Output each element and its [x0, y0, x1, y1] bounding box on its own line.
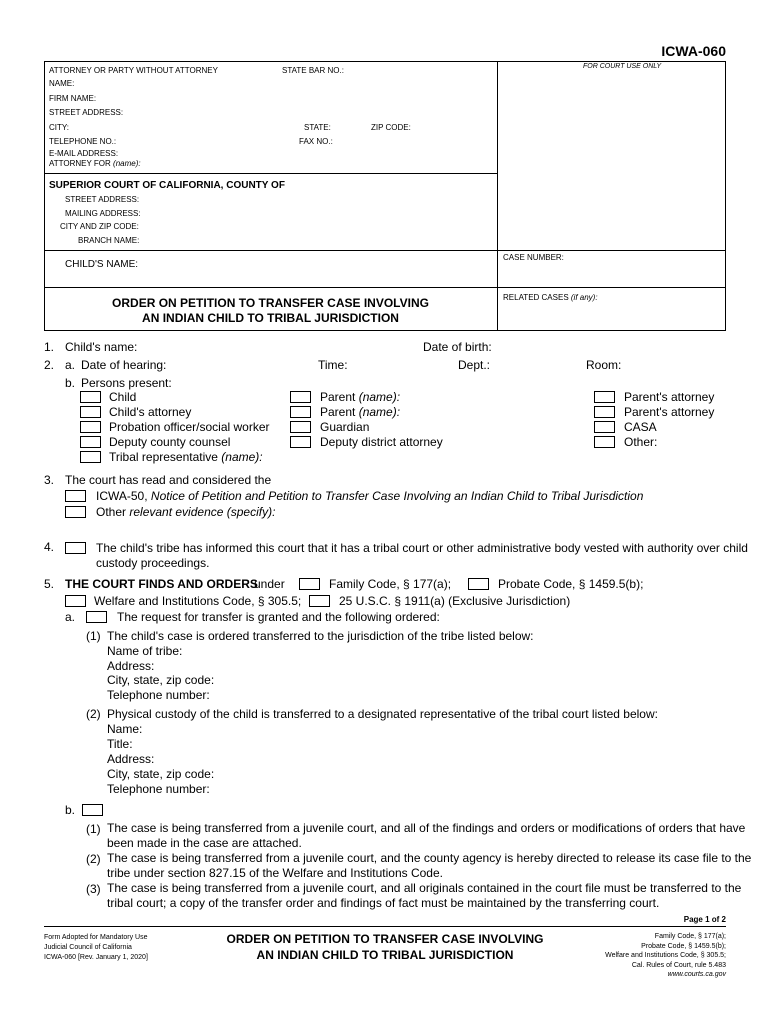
date-of-birth-input[interactable]: Date of birth:: [423, 340, 492, 354]
form-title-line1: ORDER ON PETITION TO TRANSFER CASE INVOLVING: [112, 296, 429, 310]
label-family-code: Family Code, § 177(a);: [329, 577, 452, 591]
item-1-number: 1.: [44, 340, 55, 354]
city-field[interactable]: CITY:: [49, 123, 70, 132]
hearing-time-input[interactable]: Time:: [318, 358, 348, 372]
item-5b3-line1: The case is being transferred from a juvenile court, and all originals contained in the court file must be transferred to the: [107, 881, 742, 895]
footer-welfare-code: Welfare and Institutions Code, § 305.5;: [605, 952, 726, 959]
telephone-field[interactable]: TELEPHONE NO.:: [49, 137, 117, 146]
checkbox-parents-attorney-2[interactable]: [594, 406, 615, 418]
item-5b2-text: [107, 851, 751, 881]
checkbox-probate-code[interactable]: [468, 578, 489, 590]
label-other: Other:: [624, 435, 658, 449]
form-title-line2: AN INDIAN CHILD TO TRIBAL JURISDICTION: [142, 311, 399, 325]
parent-2-name-hint: (name):: [358, 405, 401, 419]
state-field[interactable]: STATE:: [304, 123, 331, 132]
caption-divider: [497, 61, 498, 331]
court-use-label: FOR COURT USE ONLY: [583, 63, 662, 70]
child-name-input[interactable]: Child's name:: [65, 340, 138, 354]
item-4-text: [96, 541, 748, 571]
checkbox-other-evidence[interactable]: [65, 506, 86, 518]
rep-name-input[interactable]: Name:: [107, 722, 143, 736]
checkbox-probation-officer[interactable]: [80, 421, 101, 433]
footer-adopted: Form Adopted for Mandatory Use: [44, 934, 148, 941]
item-5b1-number: (1): [86, 822, 101, 836]
parent-1-name-hint: (name):: [358, 390, 401, 404]
rep-telephone-input[interactable]: Telephone number:: [107, 782, 210, 796]
tribal-rep-name-hint: (name):: [221, 450, 263, 464]
attorney-for-name-hint: (name):: [113, 159, 141, 168]
branch-name-field[interactable]: BRANCH NAME:: [78, 236, 140, 245]
case-number-field[interactable]: CASE NUMBER:: [503, 253, 564, 262]
zip-field[interactable]: ZIP CODE:: [371, 123, 411, 132]
checkbox-tribal-representative[interactable]: [80, 451, 101, 463]
form-title: [44, 296, 497, 326]
item-5b2-line1: The case is being transferred from a juvenile court, and the county agency is hereby directed to release its case file to the: [107, 851, 752, 865]
other-evidence-prefix: Other: [96, 505, 127, 519]
label-icwa-50: [96, 489, 643, 503]
checkbox-child[interactable]: [80, 391, 101, 403]
persons-present-label: Persons present:: [81, 376, 172, 390]
item-5b3-number: (3): [86, 882, 101, 896]
icwa-50-prefix: ICWA-50,: [96, 489, 148, 503]
footer-title-line1: ORDER ON PETITION TO TRANSFER CASE INVOLVING: [226, 932, 544, 946]
city-zip-field[interactable]: CITY AND ZIP CODE:: [60, 222, 139, 231]
label-casa: CASA: [624, 420, 657, 434]
child-name-field[interactable]: CHILD'S NAME:: [65, 259, 139, 270]
checkbox-item-4[interactable]: [65, 542, 86, 554]
item-2b-letter: b.: [65, 376, 76, 390]
item-5b1-line2: been made in the case are attached.: [107, 836, 302, 850]
item-5b2-number: (2): [86, 852, 101, 866]
item-5b1-line1: The case is being transferred from a juvenile court, and all of the findings and orders or modifications of orders that have: [107, 821, 746, 835]
label-deputy-county-counsel: Deputy county counsel: [109, 435, 231, 449]
checkbox-guardian[interactable]: [290, 421, 311, 433]
item-5b1-text: [107, 821, 745, 851]
label-deputy-district-attorney: Deputy district attorney: [320, 435, 443, 449]
other-evidence-rest: relevant evidence (specify):: [129, 505, 276, 519]
label-child: Child: [109, 390, 137, 404]
item-2-number: 2.: [44, 358, 55, 372]
checkbox-other[interactable]: [594, 436, 615, 448]
checkbox-parents-attorney-1[interactable]: [594, 391, 615, 403]
item-5-number: 5.: [44, 577, 55, 591]
label-childs-attorney: Child's attorney: [109, 405, 192, 419]
checkbox-usc[interactable]: [309, 595, 330, 607]
tribe-city-input[interactable]: City, state, zip code:: [107, 673, 215, 688]
item-4-line2: custody proceedings.: [96, 556, 210, 570]
footer-left: [44, 933, 148, 963]
hearing-room-input[interactable]: Room:: [586, 358, 622, 372]
label-parents-attorney-2: Parent's attorney: [624, 405, 715, 419]
item-5a1-fields: [107, 644, 214, 703]
item-4-line1: The child's tribe has informed this court that it has a tribal court or other administrative body vested with authority over child: [96, 541, 748, 555]
email-field[interactable]: E-MAIL ADDRESS:: [49, 149, 119, 158]
checkbox-childs-attorney[interactable]: [80, 406, 101, 418]
item-5a-letter: a.: [65, 610, 76, 624]
state-bar-label: STATE BAR NO.:: [282, 66, 344, 75]
footer-title: [200, 931, 570, 963]
label-welfare-code: Welfare and Institutions Code, § 305.5;: [94, 594, 302, 608]
checkbox-deputy-district-attorney[interactable]: [290, 436, 311, 448]
item-5-under: under: [254, 577, 285, 591]
tribal-rep-text: Tribal representative: [109, 450, 218, 464]
item-4-number: 4.: [44, 540, 55, 554]
label-tribal-representative: [109, 450, 263, 464]
label-parent-1: [320, 390, 400, 404]
label-usc: 25 U.S.C. § 1911(a) (Exclusive Jurisdiction): [339, 594, 571, 608]
fax-field[interactable]: FAX NO.:: [299, 137, 333, 146]
mailing-address-field[interactable]: MAILING ADDRESS:: [65, 209, 141, 218]
tribe-telephone-input[interactable]: Telephone number:: [107, 688, 210, 703]
firm-name-field[interactable]: FIRM NAME:: [49, 94, 97, 103]
item-5a1-number: (1): [86, 629, 101, 643]
attorney-for-label: ATTORNEY FOR: [49, 159, 111, 168]
tribe-address-input[interactable]: Address:: [107, 658, 155, 673]
name-field[interactable]: NAME:: [49, 79, 75, 88]
checkbox-5a[interactable]: [86, 611, 107, 623]
label-other-evidence: [96, 505, 275, 519]
checkbox-parent-1[interactable]: [290, 391, 311, 403]
footer-website-link[interactable]: www.courts.ca.gov: [667, 971, 726, 978]
item-5-heading: THE COURT FINDS AND ORDERS: [65, 577, 258, 591]
rep-address-input[interactable]: Address:: [107, 752, 155, 766]
checkbox-icwa-50[interactable]: [65, 490, 86, 502]
hearing-dept-input[interactable]: Dept.:: [458, 358, 491, 372]
item-5a1-text: The child's case is ordered transferred to the jurisdiction of the tribe listed below:: [107, 629, 534, 643]
parent-2-text: Parent: [320, 405, 356, 419]
label-probate-code: Probate Code, § 1459.5(b);: [498, 577, 644, 591]
item-5a2-fields: [107, 722, 214, 797]
footer-title-line2: AN INDIAN CHILD TO TRIBAL JURISDICTION: [256, 948, 514, 962]
item-2a-letter: a.: [65, 358, 76, 372]
checkbox-casa[interactable]: [594, 421, 615, 433]
item-5a2-text: Physical custody of the child is transferred to a designated representative of the tribal court listed below:: [107, 707, 658, 721]
item-5b-letter: b.: [65, 803, 76, 817]
item-5b2-line2: tribe under section 827.15 of the Welfare and Institutions Code.: [107, 866, 443, 880]
label-parent-2: [320, 405, 400, 419]
footer-probate-code: Probate Code, § 1459.5(b);: [641, 942, 726, 950]
parent-1-text: Parent: [320, 390, 356, 404]
street-address-field[interactable]: STREET ADDRESS:: [49, 108, 124, 117]
label-guardian: Guardian: [320, 420, 370, 434]
item-5b3-text: [107, 881, 741, 911]
related-cases-hint: (if any):: [570, 293, 598, 302]
checkbox-family-code[interactable]: [299, 578, 320, 590]
item-5b3-line2: tribal court; a copy of the transfer order and findings of fact must be maintained by the transferring court.: [107, 896, 660, 910]
checkbox-5b[interactable]: [82, 804, 103, 816]
court-title: SUPERIOR COURT OF CALIFORNIA, COUNTY OF: [49, 180, 285, 191]
icwa-50-title: Notice of Petition and Petition to Transfer Case Involving an Indian Child to Tribal Jurisdiction: [150, 489, 644, 503]
footer-rules: Cal. Rules of Court, rule 5.483: [631, 961, 726, 969]
item-3-text: The court has read and considered the: [65, 473, 272, 487]
footer-rule: [44, 926, 726, 927]
footer-rev: ICWA-060 [Rev. January 1, 2020]: [44, 954, 148, 961]
rep-title-input[interactable]: Title:: [107, 737, 133, 751]
tribe-name-input[interactable]: Name of tribe:: [107, 644, 183, 658]
checkbox-parent-2[interactable]: [290, 406, 311, 418]
label-probation-officer: Probation officer/social worker: [109, 420, 270, 434]
attorney-label: ATTORNEY OR PARTY WITHOUT ATTORNEY: [49, 66, 218, 75]
item-5a2-number: (2): [86, 707, 101, 721]
checkbox-welfare-code[interactable]: [65, 595, 86, 607]
footer-right: [605, 932, 726, 980]
item-3-number: 3.: [44, 473, 55, 487]
item-5a-text: The request for transfer is granted and the following ordered:: [117, 610, 440, 624]
footer-family-code: Family Code, § 177(a);: [654, 933, 726, 940]
checkbox-deputy-county-counsel[interactable]: [80, 436, 101, 448]
footer-council: Judicial Council of California: [44, 944, 132, 951]
caption-box: [44, 61, 726, 331]
hearing-date-input[interactable]: Date of hearing:: [81, 358, 167, 372]
page-number: Page 1 of 2: [683, 915, 726, 924]
court-street-field[interactable]: STREET ADDRESS:: [65, 195, 140, 204]
attorney-for-field[interactable]: [49, 159, 141, 168]
related-cases-label: RELATED CASES: [503, 293, 569, 302]
related-cases-field[interactable]: [503, 293, 598, 302]
label-parents-attorney-1: Parent's attorney: [624, 390, 715, 404]
rep-city-input[interactable]: City, state, zip code:: [107, 767, 215, 781]
form-id: ICWA-060: [661, 43, 726, 59]
